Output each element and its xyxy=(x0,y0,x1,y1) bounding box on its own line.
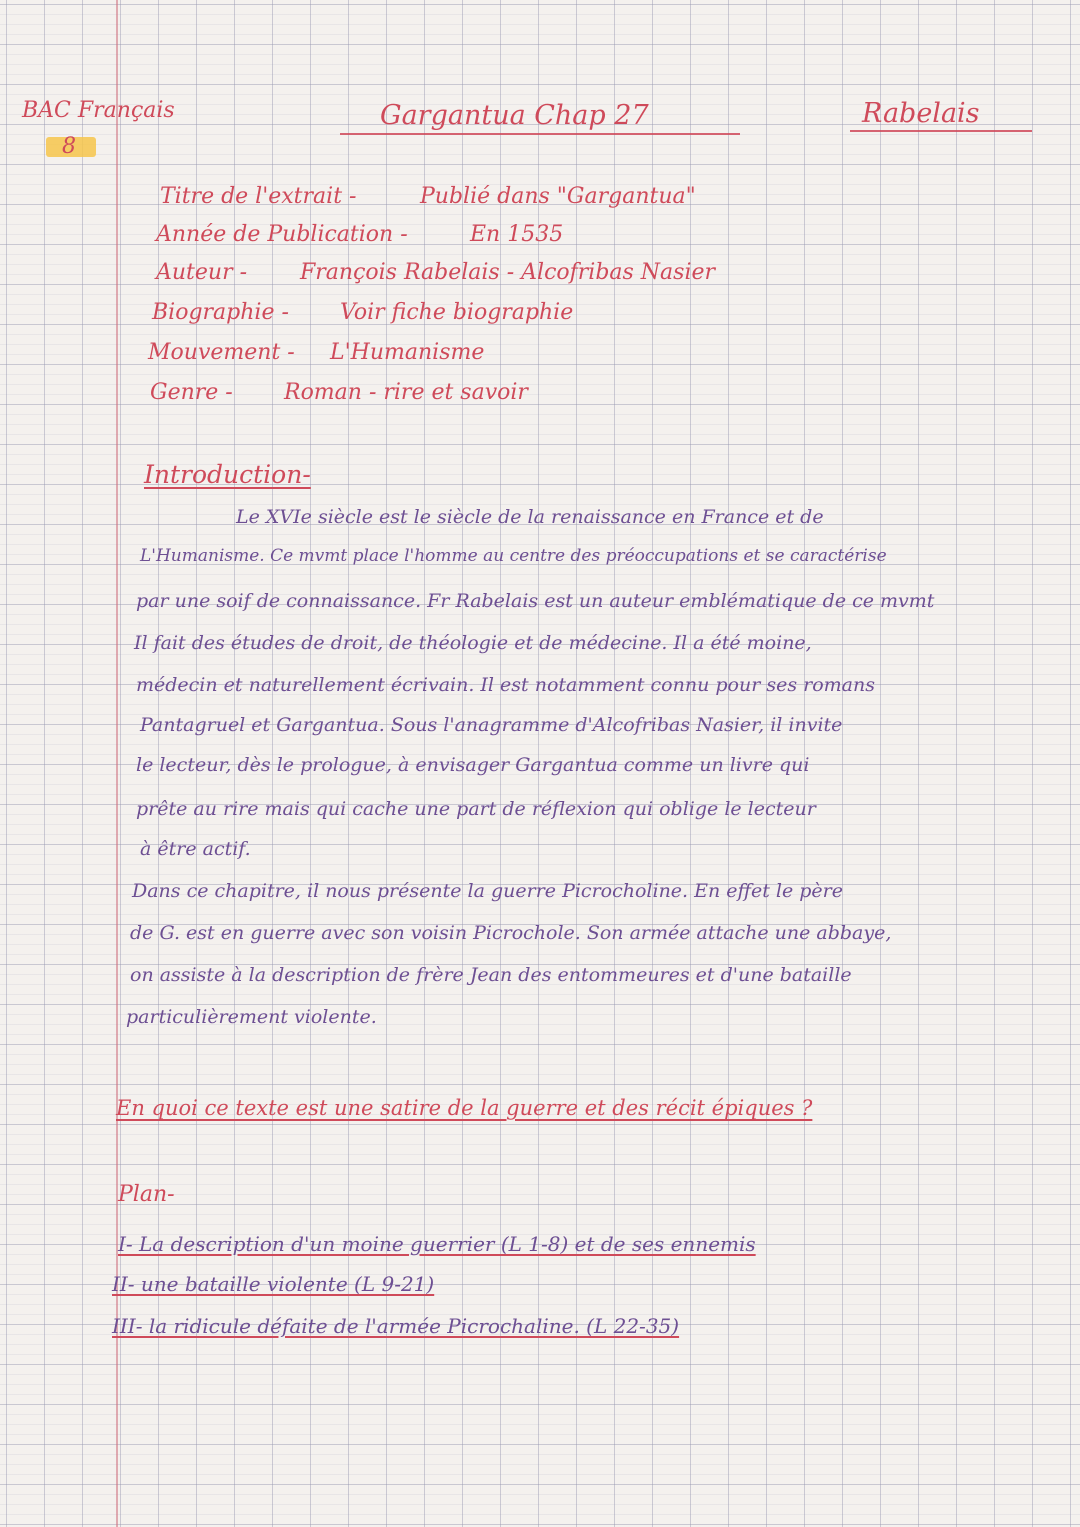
intro-line: le lecteur, dès le prologue, à envisager Gargantua comme un livre qui xyxy=(136,754,810,776)
author-underline xyxy=(850,130,1032,132)
intro-line: prête au rire mais qui cache une part de réflexion qui oblige le lecteur xyxy=(136,798,816,820)
sheet-number: 8 xyxy=(62,134,76,159)
intro-line: Le XVIe siècle est le siècle de la renaissance en France et de xyxy=(236,506,824,528)
intro-line: Dans ce chapitre, il nous présente la guerre Picrocholine. En effet le père xyxy=(132,880,843,902)
plan-heading: Plan- xyxy=(118,1182,175,1207)
info-label-author: Auteur - xyxy=(156,260,248,285)
plan-item: III- la ridicule défaite de l'armée Picrochaline. (L 22-35) xyxy=(112,1314,680,1338)
intro-line: par une soif de connaissance. Fr Rabelais est un auteur emblématique de ce mvmt xyxy=(136,590,935,612)
info-value-author: François Rabelais - Alcofribas Nasier xyxy=(300,260,716,285)
plan-item: II- une bataille violente (L 9-21) xyxy=(112,1272,435,1296)
subject-label: BAC Français xyxy=(22,98,175,123)
title-underline xyxy=(340,133,740,135)
intro-line: on assiste à la description de frère Jean des entommeures et d'une bataille xyxy=(130,964,852,986)
info-label-biography: Biographie - xyxy=(152,300,289,325)
info-value-biography: Voir fiche biographie xyxy=(340,300,574,325)
margin-line xyxy=(116,0,118,1527)
introduction-heading: Introduction- xyxy=(144,460,311,489)
problematic-question: En quoi ce texte est une satire de la guerre et des récit épiques ? xyxy=(116,1096,813,1120)
author-name: Rabelais xyxy=(862,98,980,129)
info-label-title: Titre de l'extrait - xyxy=(160,184,357,209)
info-value-title: Publié dans "Gargantua" xyxy=(420,184,696,209)
plan-item: I- La description d'un moine guerrier (L 1-8) et de ses ennemis xyxy=(118,1232,756,1256)
intro-line: de G. est en guerre avec son voisin Picrochole. Son armée attache une abbaye, xyxy=(130,922,892,944)
intro-line: Pantagruel et Gargantua. Sous l'anagramme d'Alcofribas Nasier, il invite xyxy=(140,714,843,736)
info-label-genre: Genre - xyxy=(150,380,233,405)
info-value-year: En 1535 xyxy=(470,222,564,247)
page-title: Gargantua Chap 27 xyxy=(380,100,649,131)
info-label-year: Année de Publication - xyxy=(156,222,408,247)
intro-line: L'Humanisme. Ce mvmt place l'homme au centre des préoccupations et se caractérise xyxy=(140,546,887,566)
intro-line: médecin et naturellement écrivain. Il est notamment connu pour ses romans xyxy=(136,674,875,696)
intro-line: à être actif. xyxy=(140,838,251,860)
intro-line: Il fait des études de droit, de théologie et de médecine. Il a été moine, xyxy=(134,632,812,654)
info-value-movement: L'Humanisme xyxy=(330,340,485,365)
info-value-genre: Roman - rire et savoir xyxy=(284,380,528,405)
info-label-movement: Mouvement - xyxy=(148,340,295,365)
intro-line: particulièrement violente. xyxy=(126,1006,377,1028)
